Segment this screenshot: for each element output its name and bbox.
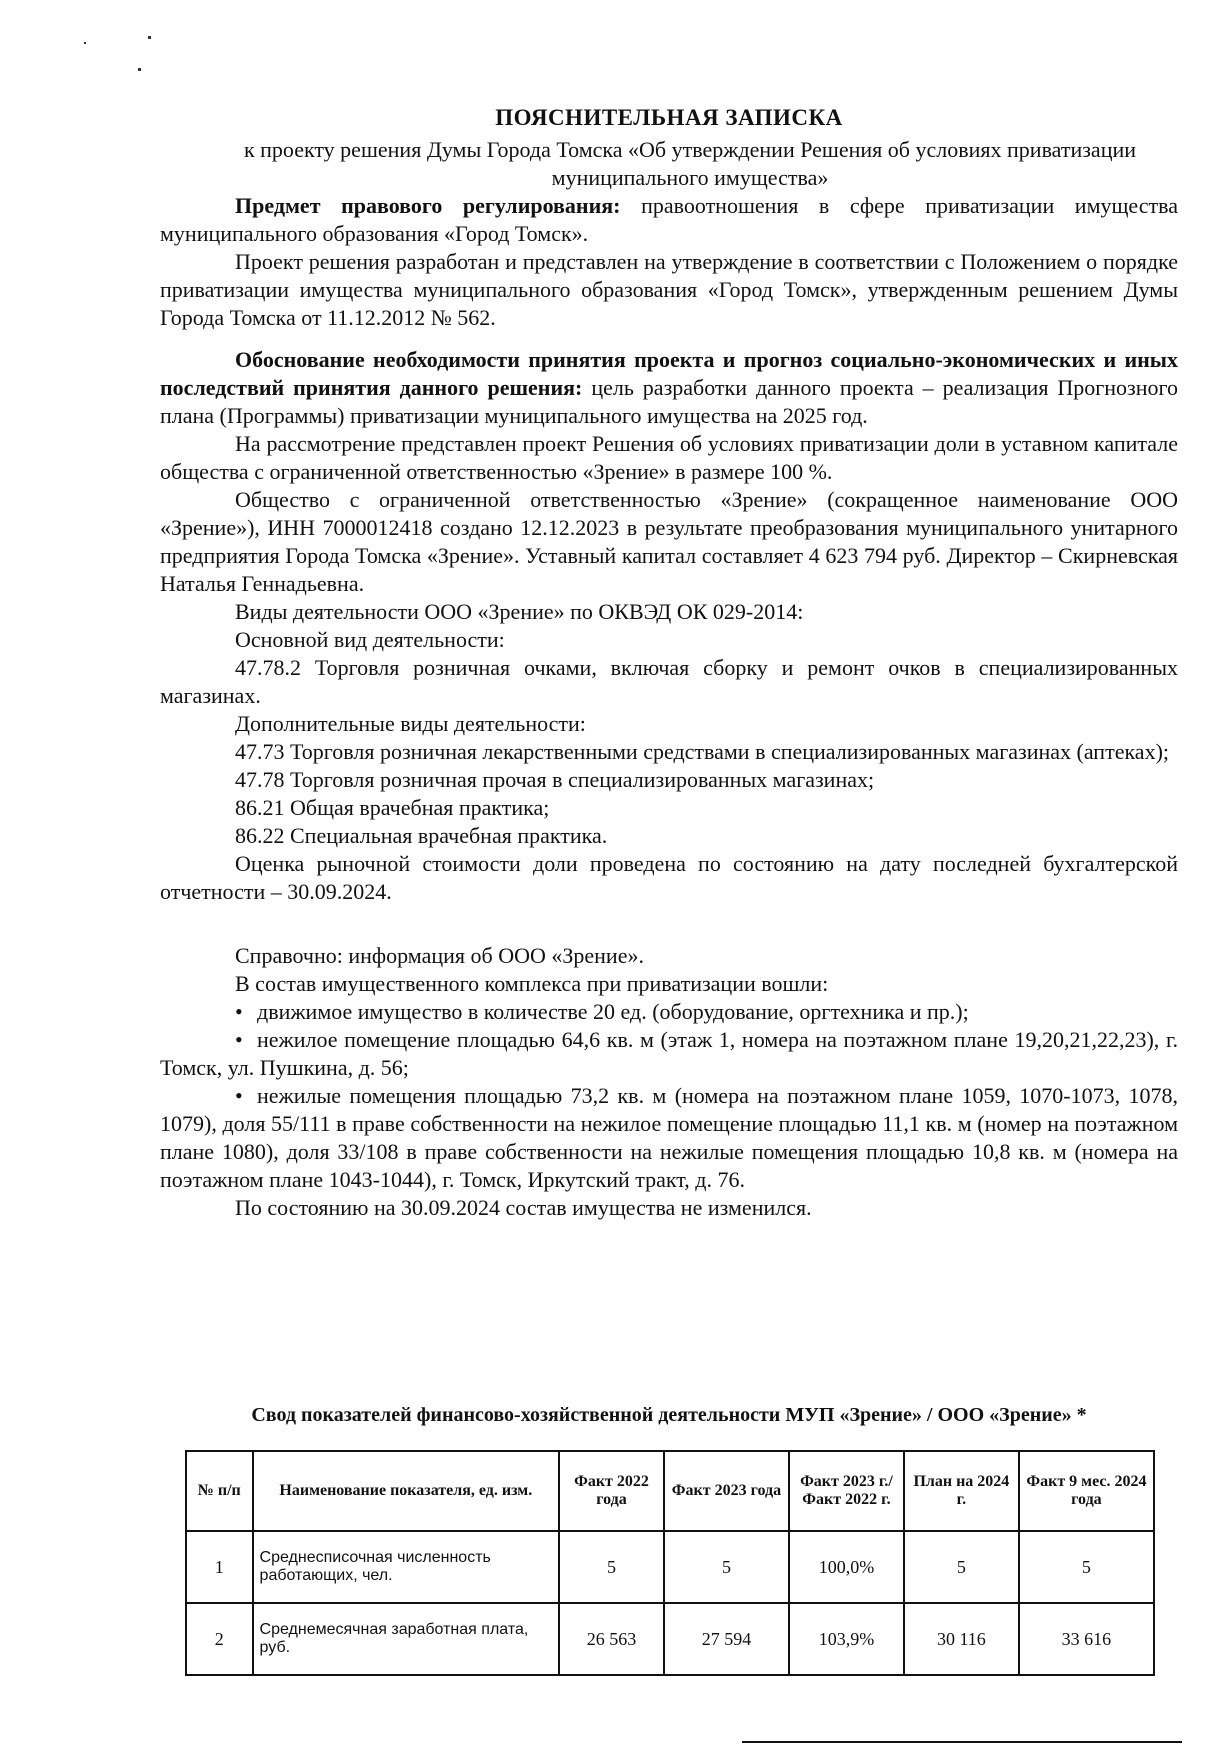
activities-heading: Виды деятельности ООО «Зрение» по ОКВЭД ОК 029-2014: [235,599,804,624]
scan-mark [148,36,151,39]
property-item [160,998,1178,1026]
table-caption: Свод показателей финансово-хозяйственной деятельности МУП «Зрение» / ООО «Зрение» * [251,1404,1087,1426]
reference-section [160,942,1178,1222]
document-subtitle: к проекту решения Думы Города Томска «Об утверждении Решения об условиях приватизации муниципального имущества» [243,137,1137,190]
subject-section [160,192,1178,332]
table-header-row [186,1451,1154,1531]
property-item-text: движимое имущество в количестве 20 ед. (оборудование, оргтехника и пр.); [257,999,969,1024]
header-number: № п/п [186,1451,253,1531]
company-paragraph: Общество с ограниченной ответственностью «Зрение» (сокращенное наименование ООО «Зрение»), ИНН 7000012418 создано 12.12.2023 в результате преобразования муниципального унитарного предприятия Города Томска «Зрение». Уставный капитал составляет 4 623 794 руб. Директор – Скирневская Наталья Геннадьевна. [160,487,1178,596]
basis-paragraph: Проект решения разработан и представлен на утверждение в соответствии с Положением о порядке приватизации имущества муниципального образования «Город Томск», утвержденным решением Думы Города Томска от 11.12.2012 № 562. [160,249,1178,330]
cell-plan-2024: 5 [904,1531,1019,1603]
additional-activity: 47.73 Торговля розничная лекарственными средствами в специализированных магазинах (аптеках); [235,739,1170,764]
cell-number: 1 [186,1531,253,1603]
subject-text: правоотношения в сфере приватизации имущества муниципального образования «Город Томск». [160,193,1178,246]
cell-plan-2024: 30 116 [904,1603,1019,1675]
bullet-icon: • [235,999,243,1024]
main-activity-heading: Основной вид деятельности: [235,627,505,652]
cell-fact-9m-2024: 33 616 [1019,1603,1154,1675]
footnote-rule [742,1741,1182,1743]
justification-paragraph [160,346,1178,430]
subject-paragraph [160,192,1178,248]
cell-number: 2 [186,1603,253,1675]
reference-heading: Справочно: информация об ООО «Зрение». [235,943,644,968]
header-fact-2022: Факт 2022 года [559,1451,664,1531]
scan-mark [84,42,86,44]
bullet-icon: • [235,1027,243,1052]
bullet-icon: • [235,1083,243,1108]
cell-indicator: Среднесписочная численность работающих, чел. [253,1531,560,1603]
additional-activity: 86.22 Специальная врачебная практика. [235,823,608,848]
header-indicator: Наименование показателя, ед. изм. [253,1451,560,1531]
cell-fact-9m-2024: 5 [1019,1531,1154,1603]
property-item [160,1082,1178,1194]
justification-label: Обоснование необходимости принятия проекта и прогноз социально-экономических и иных последствий принятия данного решения: [160,347,1178,400]
justification-section [160,346,1178,906]
additional-activity: 86.21 Общая врачебная практика; [235,795,550,820]
scan-mark [138,68,141,71]
cell-fact-2023: 27 594 [664,1603,789,1675]
cell-ratio: 103,9% [789,1603,904,1675]
property-heading: В состав имущественного комплекса при приватизации вошли: [235,971,829,996]
header-ratio: Факт 2023 г./Факт 2022 г. [789,1451,904,1531]
main-activity: 47.78.2 Торговля розничная очками, включая сборку и ремонт очков в специализированных магазинах. [160,655,1178,708]
property-item-text: нежилые помещения площадью 73,2 кв. м (номера на поэтажном плане 1059, 1070-1073, 1078, 1079), доля 55/111 в праве собственности на нежилое помещение площадью 11,1 кв. м (номер на поэтажном плане 1080), доля 33/108 в праве собственности на нежилые помещения площадью 10,8 кв. м (номера на поэтажном плане 1043-1044), г. Томск, Иркутский тракт, д. 76. [160,1083,1178,1192]
document-title: ПОЯСНИТЕЛЬНАЯ ЗАПИСКА [495,105,843,130]
cell-fact-2023: 5 [664,1531,789,1603]
property-item [160,1026,1178,1082]
cell-indicator: Среднемесячная заработная плата, руб. [253,1603,560,1675]
header-fact-2023: Факт 2023 года [664,1451,789,1531]
property-item-text: нежилое помещение площадью 64,6 кв. м (этаж 1, номера на поэтажном плане 19,20,21,22,23), г. Томск, ул. Пушкина, д. 56; [160,1027,1178,1080]
valuation-paragraph: Оценка рыночной стоимости доли проведена по состоянию на дату последней бухгалтерской отчетности – 30.09.2024. [160,851,1178,904]
table-row [186,1603,1154,1675]
header-plan-2024: План на 2024 г. [904,1451,1019,1531]
cell-ratio: 100,0% [789,1531,904,1603]
additional-activity: 47.78 Торговля розничная прочая в специализированных магазинах; [235,767,875,792]
subject-label: Предмет правового регулирования: [235,193,621,218]
additional-activities-heading: Дополнительные виды деятельности: [235,711,586,736]
financial-table [185,1450,1155,1676]
table-row [186,1531,1154,1603]
justification-text: цель разработки данного проекта – реализация Прогнозного плана (Программы) приватизации муниципального имущества на 2025 год. [160,375,1178,428]
cell-fact-2022: 26 563 [559,1603,664,1675]
cell-fact-2022: 5 [559,1531,664,1603]
consideration-paragraph: На рассмотрение представлен проект Решения об условиях приватизации доли в уставном капитале общества с ограниченной ответственностью «Зрение» в размере 100 %. [160,431,1178,484]
status-paragraph: По состоянию на 30.09.2024 состав имущества не изменился. [235,1195,812,1220]
header-fact-9m-2024: Факт 9 мес. 2024 года [1019,1451,1154,1531]
